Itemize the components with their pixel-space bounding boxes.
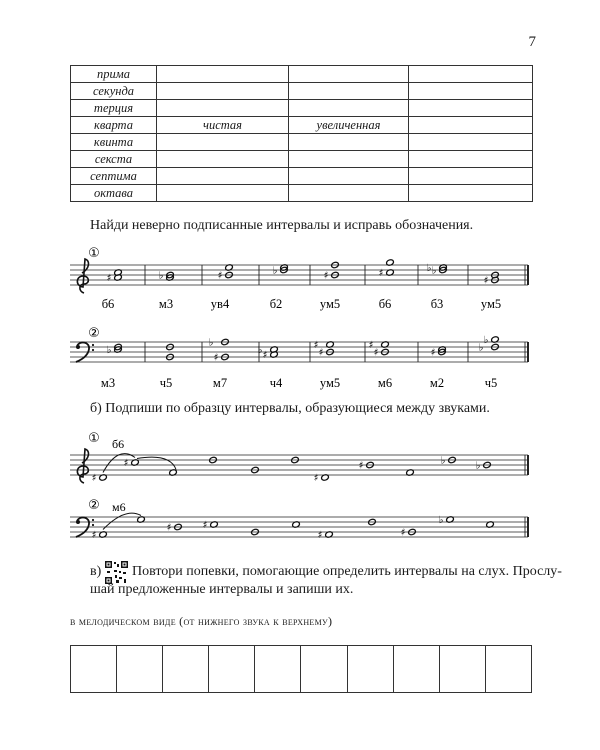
flat-icon: ♭ bbox=[440, 455, 446, 467]
answer-box[interactable] bbox=[255, 646, 301, 692]
interval-name: септима bbox=[71, 168, 157, 185]
task-c-prefix: в) bbox=[90, 564, 102, 579]
flat-icon: ♭ bbox=[106, 345, 112, 356]
answer-box[interactable] bbox=[163, 646, 209, 692]
flat-icon: ♭ bbox=[431, 265, 437, 277]
interval-table bbox=[70, 65, 533, 202]
exercise-number: ① bbox=[88, 246, 100, 261]
melodic-subtitle: в мелодическом виде (от нижнего звука к верхнему) bbox=[70, 614, 333, 628]
interval-name: прима bbox=[71, 66, 157, 83]
table-row bbox=[71, 168, 533, 185]
table-cell[interactable] bbox=[409, 168, 533, 185]
table-cell[interactable] bbox=[157, 83, 289, 100]
interval-label: ч5 bbox=[159, 376, 173, 390]
sharp-icon: ♯ bbox=[400, 527, 406, 539]
flat-icon: ♭ bbox=[426, 263, 432, 274]
staff-4-bass-melody bbox=[0, 497, 600, 567]
bass-clef-dot bbox=[92, 519, 94, 521]
answer-box[interactable] bbox=[209, 646, 255, 692]
table-cell[interactable] bbox=[289, 83, 409, 100]
example-label: м6 bbox=[112, 500, 126, 514]
table-row bbox=[71, 100, 533, 117]
interval-label: м3 bbox=[158, 297, 174, 311]
interval-name: секунда bbox=[71, 83, 157, 100]
sharp-icon: ♯ bbox=[313, 473, 319, 484]
interval-label: м2 bbox=[429, 376, 445, 390]
interval-label: б6 bbox=[101, 297, 115, 311]
exercise-number: ② bbox=[88, 498, 100, 513]
page-number: 7 bbox=[528, 34, 536, 50]
answer-box[interactable] bbox=[394, 646, 440, 692]
flat-icon: ♭ bbox=[208, 337, 214, 349]
interval-label: ум5 bbox=[319, 297, 341, 311]
table-cell[interactable] bbox=[409, 83, 533, 100]
flat-icon: ♭ bbox=[483, 335, 489, 346]
table-cell[interactable] bbox=[157, 100, 289, 117]
flat-icon: ♭ bbox=[438, 515, 444, 526]
table-cell[interactable] bbox=[289, 168, 409, 185]
sharp-icon: ♯ bbox=[106, 273, 112, 284]
interval-label: б2 bbox=[269, 297, 283, 311]
sharp-icon: ♯ bbox=[373, 347, 379, 359]
answer-box[interactable] bbox=[348, 646, 394, 692]
table-row bbox=[71, 151, 533, 168]
table-cell[interactable] bbox=[289, 185, 409, 202]
treble-clef-icon bbox=[77, 449, 88, 483]
staff-1-treble bbox=[0, 245, 600, 325]
table-cell[interactable] bbox=[157, 151, 289, 168]
interval-label: м6 bbox=[377, 376, 393, 390]
answer-box[interactable] bbox=[301, 646, 347, 692]
interval-name: кварта bbox=[71, 117, 157, 134]
exercise-number: ② bbox=[88, 326, 100, 341]
bass-clef-dot bbox=[76, 520, 80, 524]
table-cell[interactable] bbox=[289, 134, 409, 151]
flat-icon: ♭ bbox=[475, 460, 481, 472]
interval-name: терция bbox=[71, 100, 157, 117]
interval-label: ум5 bbox=[480, 297, 502, 311]
table-cell[interactable] bbox=[409, 66, 533, 83]
interval-name: секста bbox=[71, 151, 157, 168]
interval-label: ч4 bbox=[269, 376, 283, 390]
task-a-text: Найди неверно подписанные интервалы и исправь обозначения. bbox=[90, 218, 474, 233]
interval-name: октава bbox=[71, 185, 157, 202]
table-cell[interactable] bbox=[289, 151, 409, 168]
table-cell[interactable] bbox=[409, 117, 533, 134]
sharp-icon: ♯ bbox=[217, 270, 223, 282]
sharp-icon: ♯ bbox=[91, 473, 97, 484]
interval-label: ум5 bbox=[319, 376, 341, 390]
table-cell[interactable] bbox=[289, 66, 409, 83]
table-cell[interactable] bbox=[409, 185, 533, 202]
table-row bbox=[71, 134, 533, 151]
treble-clef-icon bbox=[77, 259, 88, 293]
slur bbox=[137, 457, 176, 469]
sharp-icon: ♯ bbox=[483, 275, 489, 287]
table-row bbox=[71, 66, 533, 83]
sharp-icon: ♯ bbox=[358, 460, 364, 472]
flat-icon: ♭ bbox=[478, 342, 484, 354]
table-cell[interactable] bbox=[157, 168, 289, 185]
answer-box[interactable] bbox=[117, 646, 163, 692]
interval-label: ув4 bbox=[210, 297, 230, 311]
interval-label: м3 bbox=[100, 376, 116, 390]
interval-label: ч5 bbox=[484, 376, 498, 390]
table-cell[interactable] bbox=[157, 134, 289, 151]
interval-label: м7 bbox=[212, 376, 228, 390]
staff-3-treble-melody bbox=[0, 430, 600, 500]
table-cell[interactable]: увеличенная bbox=[289, 117, 409, 134]
interval-name: квинта bbox=[71, 134, 157, 151]
table-cell[interactable] bbox=[157, 185, 289, 202]
table-row bbox=[71, 185, 533, 202]
sharp-icon: ♯ bbox=[318, 347, 324, 359]
answer-boxes bbox=[70, 645, 532, 693]
example-label: б6 bbox=[112, 437, 125, 451]
interval-label: б3 bbox=[430, 297, 444, 311]
flat-icon: ♭ bbox=[257, 345, 263, 356]
sharp-icon: ♯ bbox=[368, 340, 374, 351]
sharp-icon: ♯ bbox=[378, 268, 384, 279]
sharp-icon: ♯ bbox=[317, 530, 323, 541]
sharp-icon: ♯ bbox=[91, 530, 97, 541]
answer-box[interactable] bbox=[71, 646, 117, 692]
sharp-icon: ♯ bbox=[323, 270, 329, 282]
table-cell[interactable] bbox=[409, 134, 533, 151]
sharp-icon: ♯ bbox=[202, 520, 208, 531]
exercise-number: ① bbox=[88, 431, 100, 446]
flat-icon: ♭ bbox=[158, 270, 164, 282]
table-row bbox=[71, 117, 533, 134]
task-b-text: б) Подпиши по образцу интервалы, образующиеся между звуками. bbox=[90, 401, 490, 416]
task-c-line1: Повтори попевки, помогающие определить интервалы на слух. Прослу- bbox=[132, 564, 562, 579]
table-cell[interactable] bbox=[289, 100, 409, 117]
bass-clef-dot bbox=[92, 524, 94, 526]
answer-box[interactable] bbox=[440, 646, 486, 692]
table-cell[interactable] bbox=[157, 66, 289, 83]
bass-clef-dot bbox=[92, 349, 94, 351]
answer-box[interactable] bbox=[486, 646, 531, 692]
interval-label: б6 bbox=[378, 297, 392, 311]
staff-2-bass bbox=[0, 325, 600, 405]
table-cell[interactable]: чистая bbox=[157, 117, 289, 134]
table-cell[interactable] bbox=[409, 100, 533, 117]
sharp-icon: ♯ bbox=[313, 340, 319, 351]
bass-clef-dot bbox=[76, 345, 80, 349]
sharp-icon: ♯ bbox=[123, 458, 129, 469]
sharp-icon: ♯ bbox=[213, 352, 219, 364]
bass-clef-dot bbox=[92, 344, 94, 346]
sharp-icon: ♯ bbox=[166, 522, 172, 534]
flat-icon: ♭ bbox=[272, 265, 278, 277]
sharp-icon: ♯ bbox=[262, 350, 268, 361]
table-cell[interactable] bbox=[409, 151, 533, 168]
task-c-line2: шай предложенные интервалы и запиши их. bbox=[90, 582, 354, 597]
sharp-icon: ♯ bbox=[430, 347, 436, 359]
table-row bbox=[71, 83, 533, 100]
